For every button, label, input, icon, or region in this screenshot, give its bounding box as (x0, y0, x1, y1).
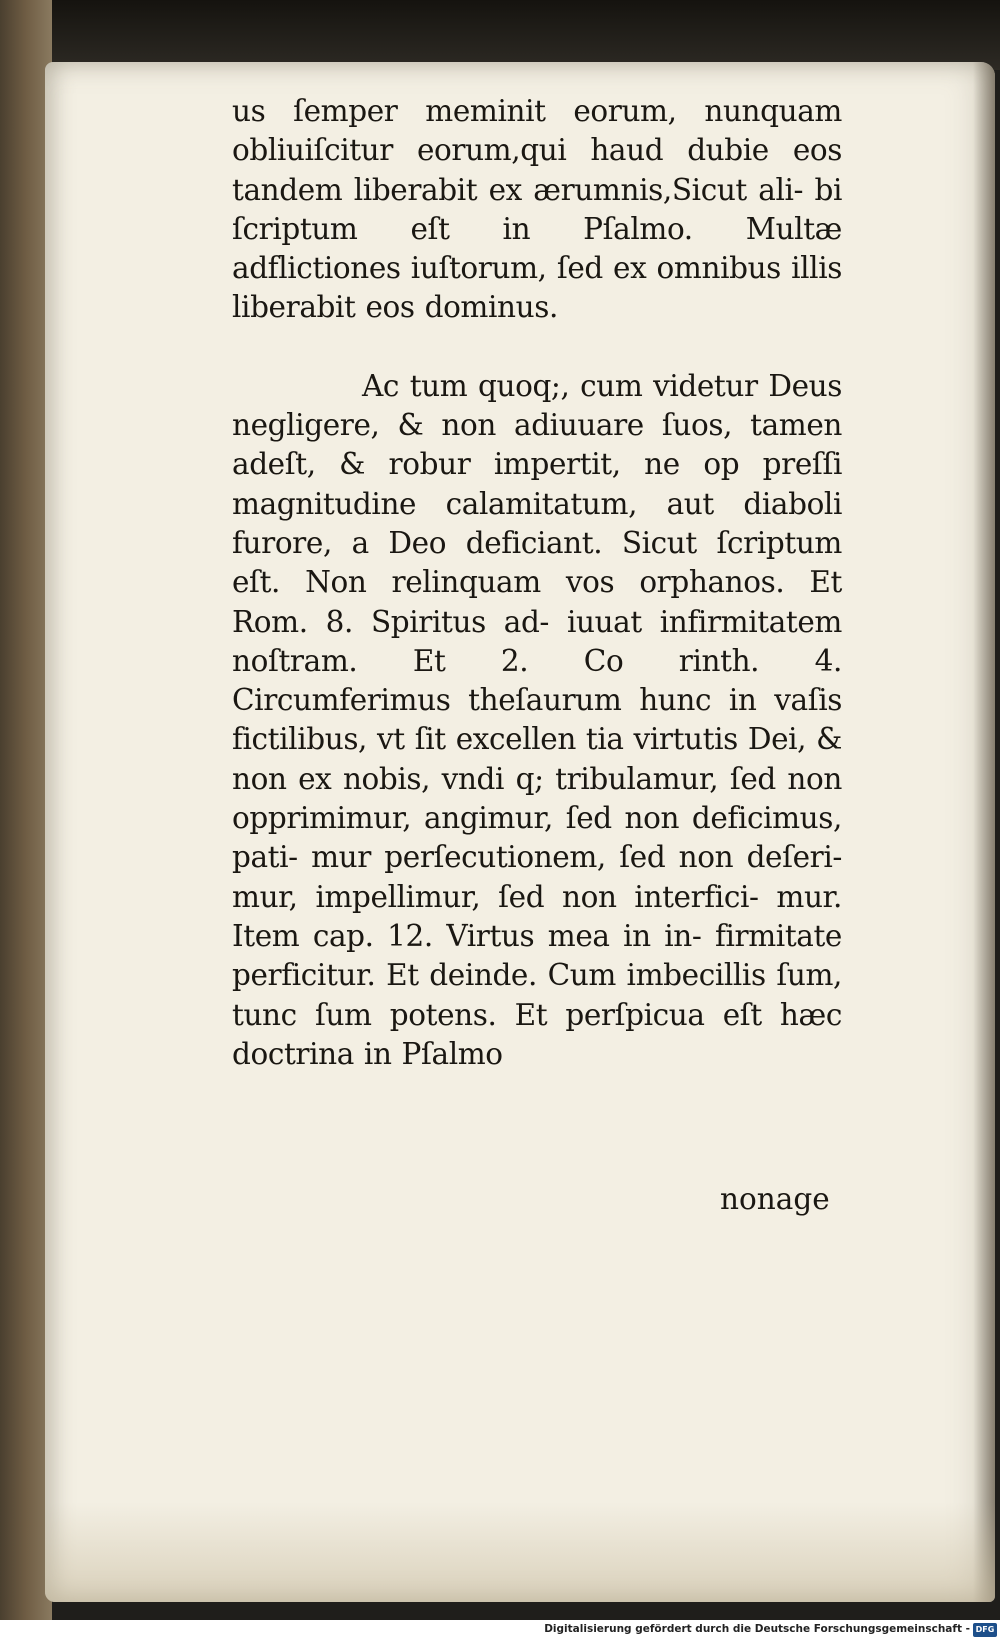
dfg-logo-icon: DFG (973, 1623, 997, 1637)
footer-strip (0, 1620, 1000, 1643)
page-edge-shadow (973, 62, 995, 1602)
paragraph-1: us ſemper meminit eorum, nunquam obliuiſcitur eorum,qui haud dubie eos tandem liberabit ex ærumnis,Sicut ali- bi ſcriptum eſt in Pſalmo. Multæ adflictiones iuſtorum, ſed ex omnibus illis liberabit eos dominus. (232, 94, 842, 325)
catchword: nonage (720, 1182, 830, 1216)
page-text-block (232, 92, 842, 1074)
footer-credit: Digitalisierung gefördert durch die Deutsche Forschungsgemeinschaft - (544, 1623, 970, 1635)
paragraph-2: Ac tum quoq;, cum videtur Deus negligere, & non adiuuare ſuos, tamen adeſt, & robur impertit, ne op preſſi magnitudine calamitatum, aut diaboli furore, a Deo deficiant. Sicut ſcriptum eſt. Non relinquam vos orphanos. Et Rom. 8. Spiritus ad- iuuat infirmitatem noſtram. Et 2. Co rinth. 4. Circumferimus theſaurum hunc in vaſis fictilibus, vt ſit excellen tia virtutis Dei, & non ex nobis, vndi q; tribulamur, ſed non opprimimur, angimur, ſed non deficimus, pati- mur perſecutionem, ſed non deſeri- mur, impellimur, ſed non interfici- mur. Item cap. 12. Virtus mea in in- firmitate perficitur. Et deinde. Cum imbecillis ſum, tunc ſum potens. Et perſpicua eſt hæc doctrina in Pſalmo (232, 368, 842, 1071)
scan-top-shadow (0, 0, 1000, 70)
page-bottom-wear (45, 1502, 995, 1602)
